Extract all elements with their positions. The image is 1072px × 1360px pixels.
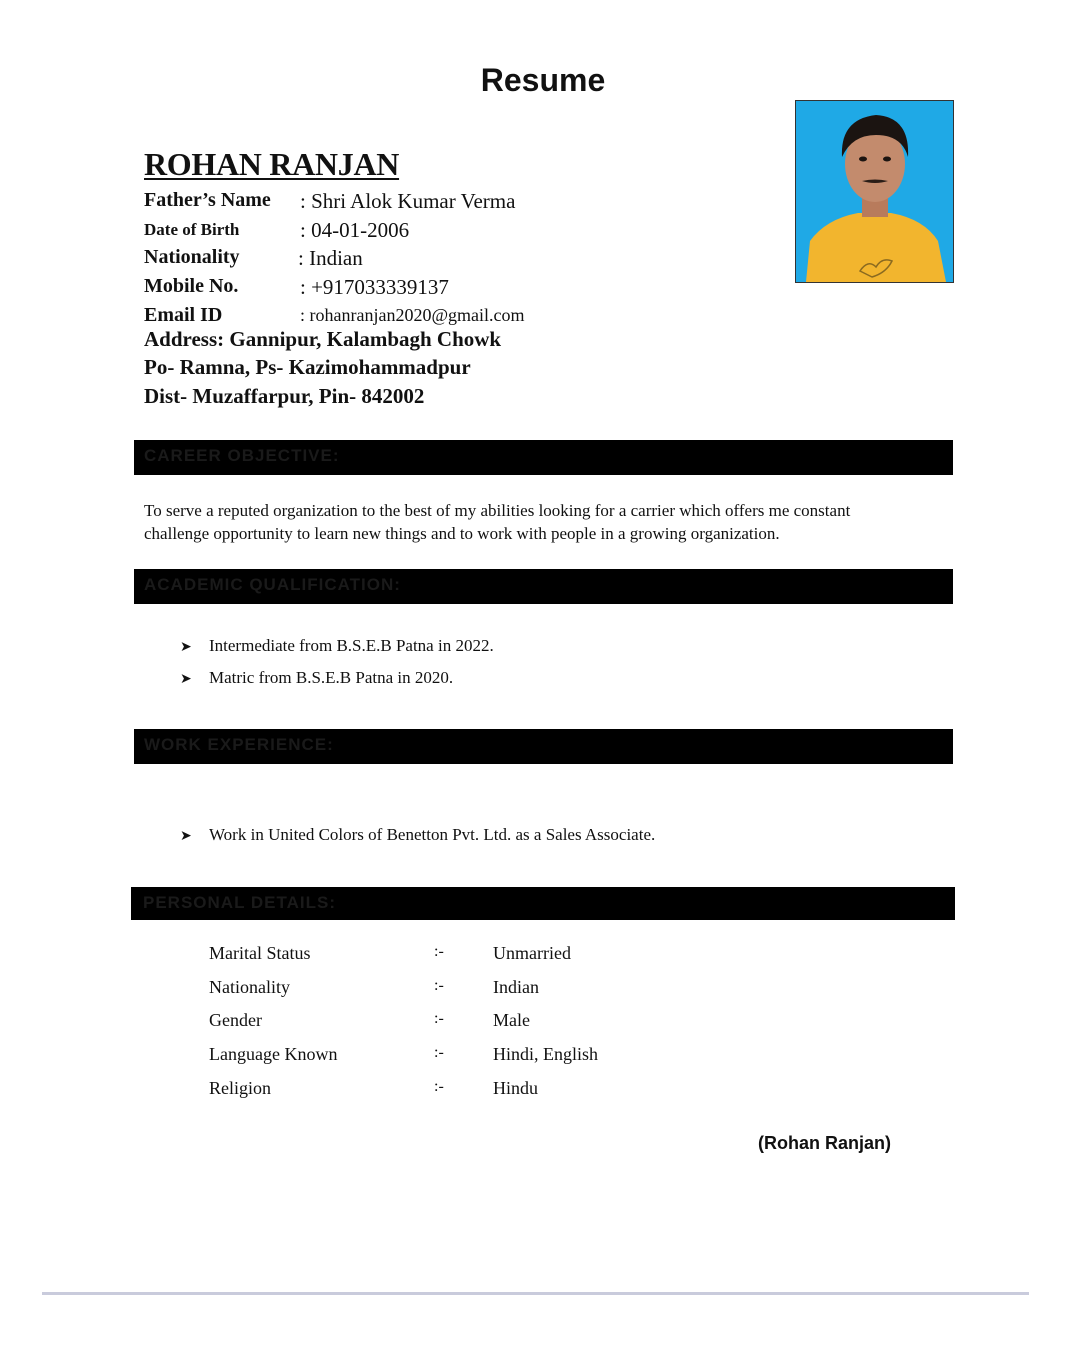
experience-text: Work in United Colors of Benetton Pvt. Ltd. as a Sales Associate. xyxy=(209,825,656,844)
pd-separator: :- xyxy=(434,1078,444,1095)
section-title-personal: PERSONAL DETAILS: xyxy=(143,893,336,912)
section-title-career: CAREER OBJECTIVE: xyxy=(144,446,340,465)
page-bottom-divider xyxy=(42,1292,1029,1295)
pd-separator: :- xyxy=(434,943,444,960)
arrowhead-bullet-icon: ➤ xyxy=(180,829,192,844)
detail-value-father: : Shri Alok Kumar Verma xyxy=(300,189,516,213)
objective-line-1: To serve a reputed organization to the best of my abilities looking for a carrier which offers me constant xyxy=(144,501,851,520)
detail-label-father: Father’s Name xyxy=(144,189,271,211)
pd-label-language: Language Known xyxy=(209,1044,338,1064)
address-line-2: Po- Ramna, Ps- Kazimohammadpur xyxy=(144,355,471,379)
detail-value-mobile: : +917033339137 xyxy=(300,275,449,299)
person-photo-illustration xyxy=(796,101,953,282)
candidate-name: ROHAN RANJAN xyxy=(144,146,400,182)
detail-label-email: Email ID xyxy=(144,304,223,326)
experience-item xyxy=(180,825,655,845)
pd-label-religion: Religion xyxy=(209,1078,271,1098)
pd-separator: :- xyxy=(434,1044,444,1061)
section-bar-work xyxy=(134,729,953,764)
section-title-academic: ACADEMIC QUALIFICATION: xyxy=(144,575,401,594)
pd-label-nationality: Nationality xyxy=(209,977,290,997)
detail-label-mobile: Mobile No. xyxy=(144,275,239,297)
page-title: Resume xyxy=(480,62,606,98)
pd-value-gender: Male xyxy=(493,1010,530,1030)
pd-separator: :- xyxy=(434,1010,444,1027)
address-line-3: Dist- Muzaffarpur, Pin- 842002 xyxy=(144,384,425,408)
pd-value-language: Hindi, English xyxy=(493,1044,599,1064)
signature-name: (Rohan Ranjan) xyxy=(758,1133,891,1153)
arrowhead-bullet-icon: ➤ xyxy=(180,640,192,655)
detail-value-nationality: : Indian xyxy=(298,246,363,270)
qualification-text: Matric from B.S.E.B Patna in 2020. xyxy=(209,668,454,687)
section-bar-academic xyxy=(134,569,953,604)
address-line-1: Address: Gannipur, Kalambagh Chowk xyxy=(144,327,502,351)
qualification-item xyxy=(180,668,453,688)
section-title-work: WORK EXPERIENCE: xyxy=(144,735,334,754)
section-bar-personal xyxy=(131,887,955,920)
arrowhead-bullet-icon: ➤ xyxy=(180,672,192,687)
pd-value-marital: Unmarried xyxy=(493,943,571,963)
detail-label-dob: Date of Birth xyxy=(144,220,240,239)
objective-line-2: challenge opportunity to learn new things and to work with people in a growing organization. xyxy=(144,524,780,543)
pd-label-marital: Marital Status xyxy=(209,943,311,963)
pd-value-religion: Hindu xyxy=(493,1078,538,1098)
pd-value-nationality: Indian xyxy=(493,977,539,997)
qualification-text: Intermediate from B.S.E.B Patna in 2022. xyxy=(209,636,494,655)
qualification-item xyxy=(180,636,494,656)
detail-value-dob: : 04-01-2006 xyxy=(300,218,410,242)
section-bar-career xyxy=(134,440,953,475)
detail-value-email: : rohanranjan2020@gmail.com xyxy=(300,305,525,325)
detail-label-nationality: Nationality xyxy=(144,246,240,268)
pd-label-gender: Gender xyxy=(209,1010,262,1030)
profile-photo xyxy=(795,100,954,283)
pd-separator: :- xyxy=(434,977,444,994)
